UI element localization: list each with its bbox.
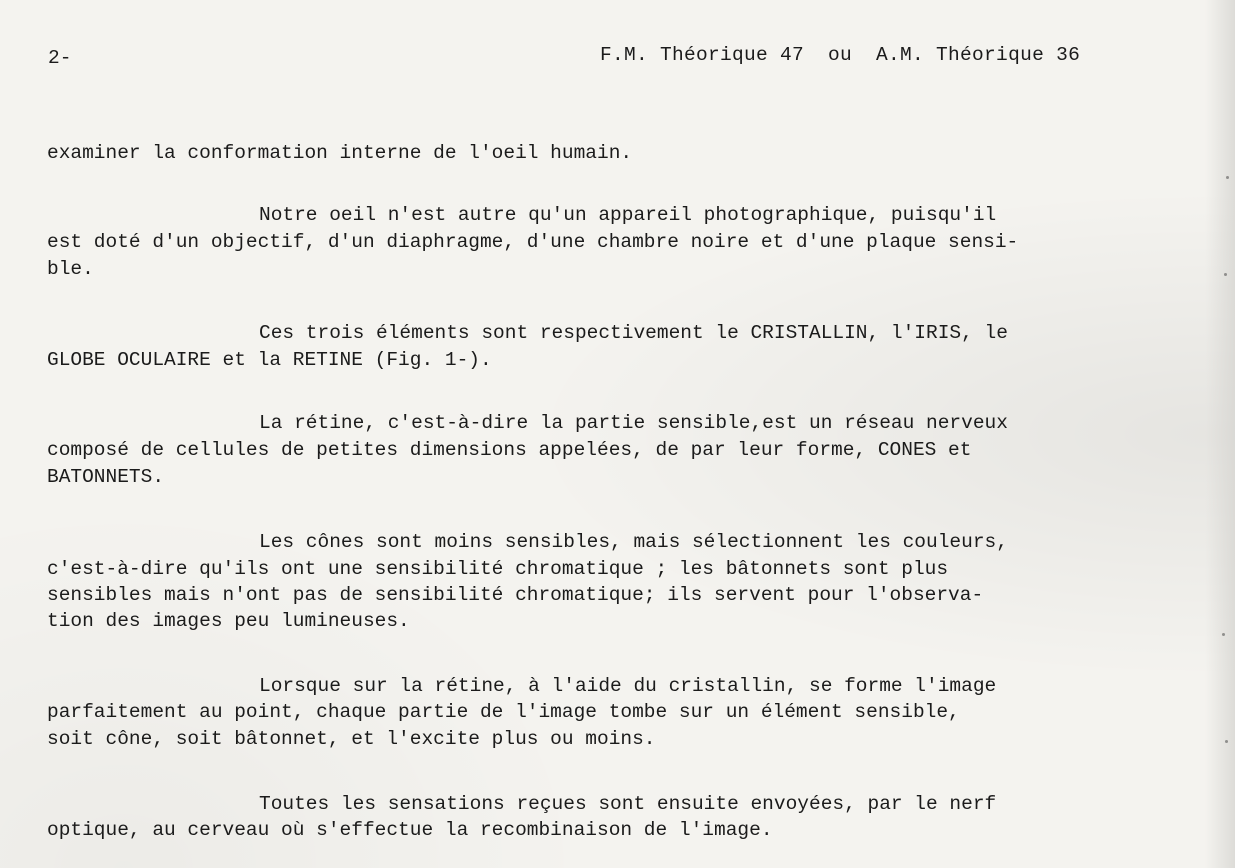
text-line: Ces trois éléments sont respectivement le CRISTALLIN, l'IRIS, le [259, 322, 1008, 344]
page-number: 2- [48, 47, 72, 69]
text-line: GLOBE OCULAIRE et la RETINE (Fig. 1-). [47, 349, 492, 371]
text-line: La rétine, c'est-à-dire la partie sensible,est un réseau nerveux [259, 412, 1008, 434]
scan-speck [1222, 633, 1225, 636]
text-line: tion des images peu lumineuses. [47, 610, 410, 632]
page-header-title: F.M. Théorique 47 ou A.M. Théorique 36 [600, 44, 1081, 66]
text-line: sensibles mais n'ont pas de sensibilité chromatique; ils servent pour l'observa- [47, 584, 984, 606]
text-line: parfaitement au point, chaque partie de l'image tombe sur un élément sensible, [47, 701, 960, 723]
text-line: Toutes les sensations reçues sont ensuite envoyées, par le nerf [259, 793, 997, 815]
text-line: Lorsque sur la rétine, à l'aide du cristallin, se forme l'image [259, 675, 997, 697]
page-edge-shadow [1205, 0, 1235, 868]
text-line: optique, au cerveau où s'effectue la recombinaison de l'image. [47, 819, 773, 841]
text-line: soit cône, soit bâtonnet, et l'excite plus ou moins. [47, 728, 656, 750]
text-line: BATONNETS. [47, 466, 165, 488]
text-line: composé de cellules de petites dimensions appelées, de par leur forme, CONES et [47, 439, 972, 461]
scan-speck [1225, 740, 1228, 743]
text-line: Les cônes sont moins sensibles, mais sélectionnent les couleurs, [259, 531, 1008, 553]
scan-speck [1226, 176, 1229, 179]
text-line: est doté d'un objectif, d'un diaphragme, d'une chambre noire et d'une plaque sensi- [47, 231, 1019, 253]
text-line: c'est-à-dire qu'ils ont une sensibilité chromatique ; les bâtonnets sont plus [47, 558, 949, 580]
text-line: Notre oeil n'est autre qu'un appareil photographique, puisqu'il [259, 204, 997, 226]
text-line: examiner la conformation interne de l'oeil humain. [47, 142, 633, 164]
text-line: ble. [47, 258, 94, 280]
scan-speck [1224, 273, 1227, 276]
